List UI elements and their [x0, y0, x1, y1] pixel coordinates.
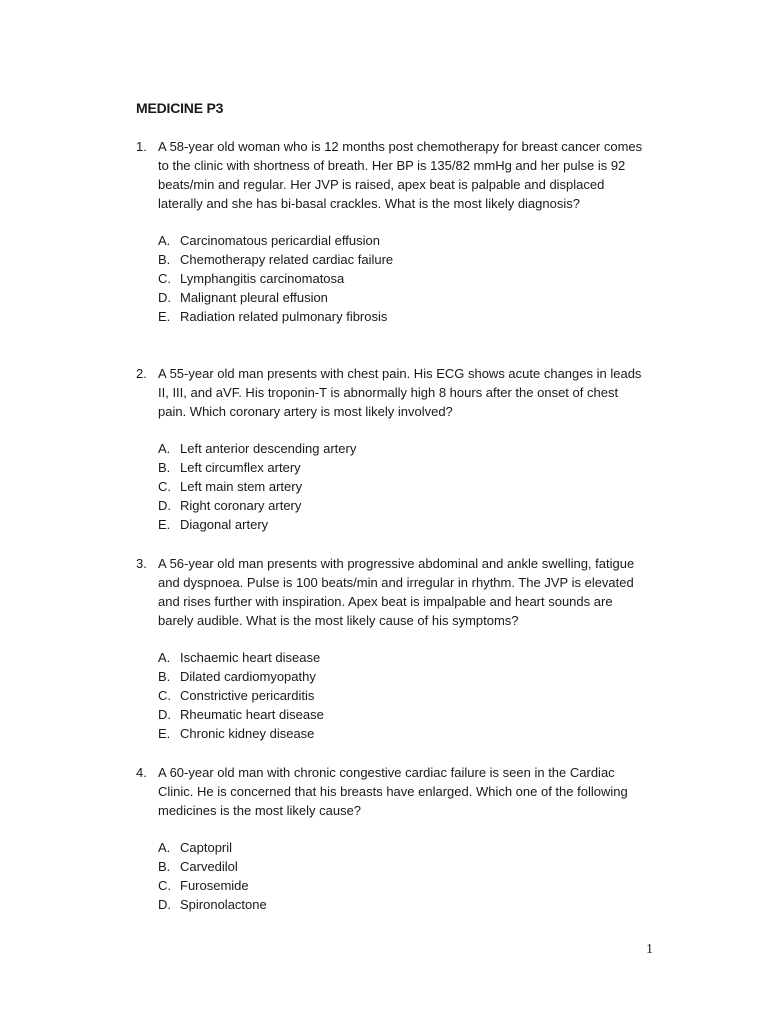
answer-option [158, 496, 648, 515]
option-text: Lymphangitis carcinomatosa [180, 271, 345, 286]
question-text: A 60-year old man with chronic congestive cardiac failure is seen in the Cardiac Clinic. He is concerned that his breasts have enlarged. Which one of the following medicines is the most likely cause? [158, 765, 628, 818]
question-text: A 55-year old man presents with chest pain. His ECG shows acute changes in leads II, III, and aVF. His troponin-T is abnormally high 8 hours after the onset of chest pain. Which coronary artery is most likely involved? [158, 366, 642, 419]
option-text: Radiation related pulmonary fibrosis [180, 309, 388, 324]
option-text: Chemotherapy related cardiac failure [180, 252, 394, 267]
option-text: Dilated cardiomyopathy [180, 669, 316, 684]
document-title: MEDICINE P3 [136, 100, 224, 116]
answer-option [158, 231, 648, 250]
page-number: 1 [646, 942, 653, 957]
option-letter: B. [158, 460, 171, 475]
answer-option [158, 705, 648, 724]
option-text: Furosemide [180, 878, 249, 893]
option-text: Constrictive pericarditis [180, 688, 315, 703]
option-letter: B. [158, 669, 171, 684]
question-number: 2. [136, 366, 147, 381]
answer-option [158, 458, 648, 477]
option-text: Left main stem artery [180, 479, 303, 494]
option-text: Left circumflex artery [180, 460, 301, 475]
option-letter: B. [158, 252, 171, 267]
answer-option [158, 686, 648, 705]
question-text: A 56-year old man presents with progressive abdominal and ankle swelling, fatigue and dyspnoea. Pulse is 100 beats/min and irregular in rhythm. The JVP is elevated and rises further with inspiration. Apex beat is impalpable and heart sounds are barely audible. What is the most likely cause of his symptoms? [158, 556, 635, 628]
question-text: A 58-year old woman who is 12 months post chemotherapy for breast cancer comes to the clinic with shortness of breath. Her BP is 135/82 mmHg and her pulse is 92 beats/min and regular. Her JVP is raised, apex beat is palpable and displaced laterally and she has bi-basal crackles. What is the most likely diagnosis? [158, 139, 643, 211]
option-letter: E. [158, 726, 171, 741]
question-4 [136, 763, 648, 914]
answer-options [158, 439, 648, 534]
option-text: Carvedilol [180, 859, 238, 874]
option-text: Spironolactone [180, 897, 267, 912]
answer-options [158, 648, 648, 743]
option-text: Rheumatic heart disease [180, 707, 324, 722]
option-letter: C. [158, 271, 171, 286]
option-text: Chronic kidney disease [180, 726, 315, 741]
option-text: Ischaemic heart disease [180, 650, 321, 665]
question-1 [136, 137, 648, 326]
answer-option [158, 307, 648, 326]
answer-option [158, 288, 648, 307]
question-number: 1. [136, 139, 147, 154]
question-3 [136, 554, 648, 743]
option-letter: E. [158, 517, 171, 532]
option-letter: C. [158, 878, 171, 893]
option-letter: D. [158, 707, 171, 722]
answer-option [158, 895, 648, 914]
question-number: 4. [136, 765, 147, 780]
question-number: 3. [136, 556, 147, 571]
option-letter: C. [158, 479, 171, 494]
answer-option [158, 477, 648, 496]
answer-option [158, 876, 648, 895]
answer-option [158, 250, 648, 269]
option-letter: A. [158, 840, 171, 855]
option-text: Diagonal artery [180, 517, 269, 532]
option-letter: E. [158, 309, 171, 324]
option-letter: D. [158, 897, 171, 912]
option-letter: B. [158, 859, 171, 874]
answer-option [158, 838, 648, 857]
option-text: Carcinomatous pericardial effusion [180, 233, 380, 248]
option-letter: D. [158, 498, 171, 513]
option-text: Captopril [180, 840, 233, 855]
option-text: Malignant pleural effusion [180, 290, 328, 305]
answer-option [158, 667, 648, 686]
answer-option [158, 857, 648, 876]
option-text: Right coronary artery [180, 498, 302, 513]
option-text: Left anterior descending artery [180, 441, 357, 456]
answer-options [158, 838, 648, 914]
answer-option [158, 724, 648, 743]
option-letter: A. [158, 650, 171, 665]
option-letter: A. [158, 441, 171, 456]
answer-option [158, 269, 648, 288]
option-letter: D. [158, 290, 171, 305]
question-2 [136, 364, 648, 534]
option-letter: C. [158, 688, 171, 703]
answer-option [158, 515, 648, 534]
answer-options [158, 231, 648, 326]
answer-option [158, 439, 648, 458]
answer-option [158, 648, 648, 667]
option-letter: A. [158, 233, 171, 248]
